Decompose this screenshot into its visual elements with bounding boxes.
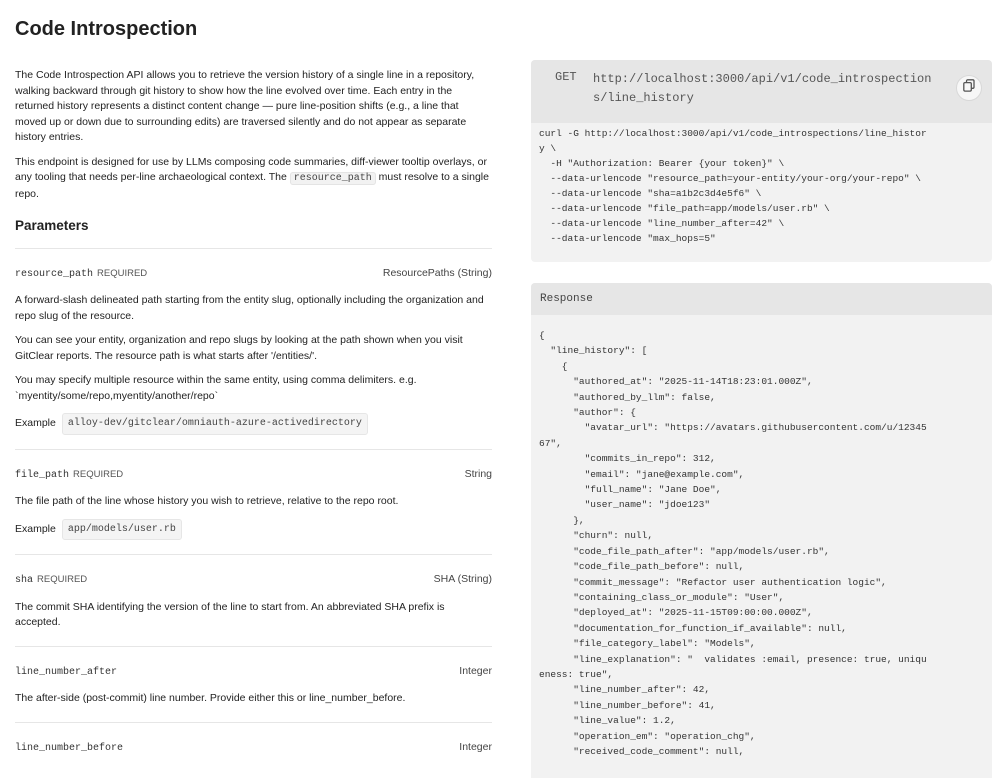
- page-title: Code Introspection: [15, 18, 198, 40]
- intro-text-before: This endpoint is designed for use by LLMs composing code summaries, diff-viewer tooltip overlays, or any tooling that needs per-line archaeological context. The: [15, 155, 487, 183]
- param-type: SHA (String): [433, 573, 492, 585]
- required-badge: REQUIRED: [97, 267, 148, 279]
- param-name: line_number_before: [15, 742, 124, 754]
- param-description: The file path of the line whose history you wish to retrieve, relative to the repo root.: [15, 495, 399, 507]
- required-badge: REQUIRED: [37, 574, 88, 585]
- resource-path-code: resource_path: [290, 172, 376, 185]
- curl-example[interactable]: curl -G http://localhost:3000/api/v1/code_introspections/line_histor y \ -H "Authorization: Bearer {your token}" \ --data-urlencode "resource_path=your-entity/your-org/your-repo" \ --data-urlencode "sha=a1b2c3d4e5f6" \ --data-urlencode "file_path=app/models/user.rb" \ --data-urlencode "line_number_after=42" \ --data-urlencode "max_hops=5": [539, 128, 927, 244]
- example-label: Example: [15, 417, 56, 429]
- endpoint-url[interactable]: http://localhost:3000/api/v1/code_introspection s/line_history: [593, 72, 932, 105]
- param-file-path: [15, 449, 492, 555]
- param-description: The commit SHA identifying the version of the line to start from. An abbreviated SHA prefix is accepted.: [15, 600, 445, 628]
- param-description: A forward-slash delineated path starting from the entity slug, optionally including the organization and repo slug of the resource.: [15, 294, 484, 322]
- param-example: [15, 519, 492, 541]
- response-json[interactable]: { "line_history": [ { "authored_at": "2025-11-14T18:23:01.000Z", "authored_by_llm": false, "author": { "avatar_url": "https://avatars.githubusercontent.com/u/12345 67", "commits_in_repo": 312, "email": "jane@example.com", "full_name": "Jane Doe", "user_name": "jdoe123" }, "churn": null, "code_file_path_after": "app/models/user.rb", "code_file_path_before": null, "commit_message": "Refactor user authentication logic", "containing_class_or_module": "User", "deployed_at": "2025-11-15T09:00:00.000Z", "documentation_for_function_if_available": null, "file_category_label": "Models", "line_explanation": " validates :email, presence: true, uniqu eness: true", "line_number_after": 42, "line_number_before": 41, "line_value": 1.2, "operation_em": "operation_chg", "received_code_comment": null,: [539, 330, 927, 757]
- param-description: The after-side (post-commit) line number. Provide either this or line_number_before.: [15, 692, 406, 704]
- copy-button[interactable]: [956, 75, 982, 101]
- param-example: [15, 413, 492, 435]
- required-badge: REQUIRED: [73, 468, 124, 480]
- param-description: You may specify multiple resource within the same entity, using comma delimiters. e.g. `myentity/some/repo,myentity/another/repo`: [15, 374, 417, 402]
- intro-text-after: must resolve to a single repo.: [15, 171, 489, 200]
- param-type: ResourcePaths (String): [382, 266, 492, 279]
- param-line-number-after: [15, 646, 492, 722]
- param-resource-path: [15, 248, 492, 449]
- example-label: Example: [15, 522, 56, 535]
- param-type: String: [464, 467, 492, 480]
- request-header: [531, 60, 992, 123]
- param-line-number-before: [15, 722, 492, 774]
- copy-icon: [963, 79, 975, 97]
- param-description: You can see your entity, organization and repo slugs by looking at the path shown when you visit GitClear reports. The resource path is what starts after '/entities/'.: [15, 334, 463, 362]
- param-name: line_number_after: [15, 666, 118, 678]
- param-name: file_path: [15, 469, 70, 481]
- param-type: Integer: [459, 664, 492, 677]
- param-name: resource_path: [15, 268, 94, 280]
- intro-paragraph-1: The Code Introspection API allows you to retrieve the version history of a single line in a repository, walking backward through git history to show how the line evolved over time. Each entry in the returned history represents a distinct content change — pure line-position shifts (e.g., a line that moved up or down due to surrounding edits) are traversed silently and do not appear as separate history entries.: [15, 69, 475, 143]
- http-method: GET: [555, 70, 577, 84]
- param-name: sha: [15, 575, 34, 586]
- param-type: Integer: [459, 740, 492, 753]
- response-panel: [531, 283, 992, 778]
- request-panel: [531, 60, 992, 262]
- example-value: app/models/user.rb: [62, 519, 182, 541]
- documentation-column: [15, 68, 492, 773]
- parameters-heading: Parameters: [15, 218, 89, 233]
- intro-paragraph-2: [15, 155, 492, 203]
- response-header: [531, 283, 992, 315]
- response-label: Response: [540, 293, 593, 305]
- param-sha: [15, 554, 492, 646]
- example-value: alloy-dev/gitclear/omniauth-azure-activedirectory: [62, 413, 368, 435]
